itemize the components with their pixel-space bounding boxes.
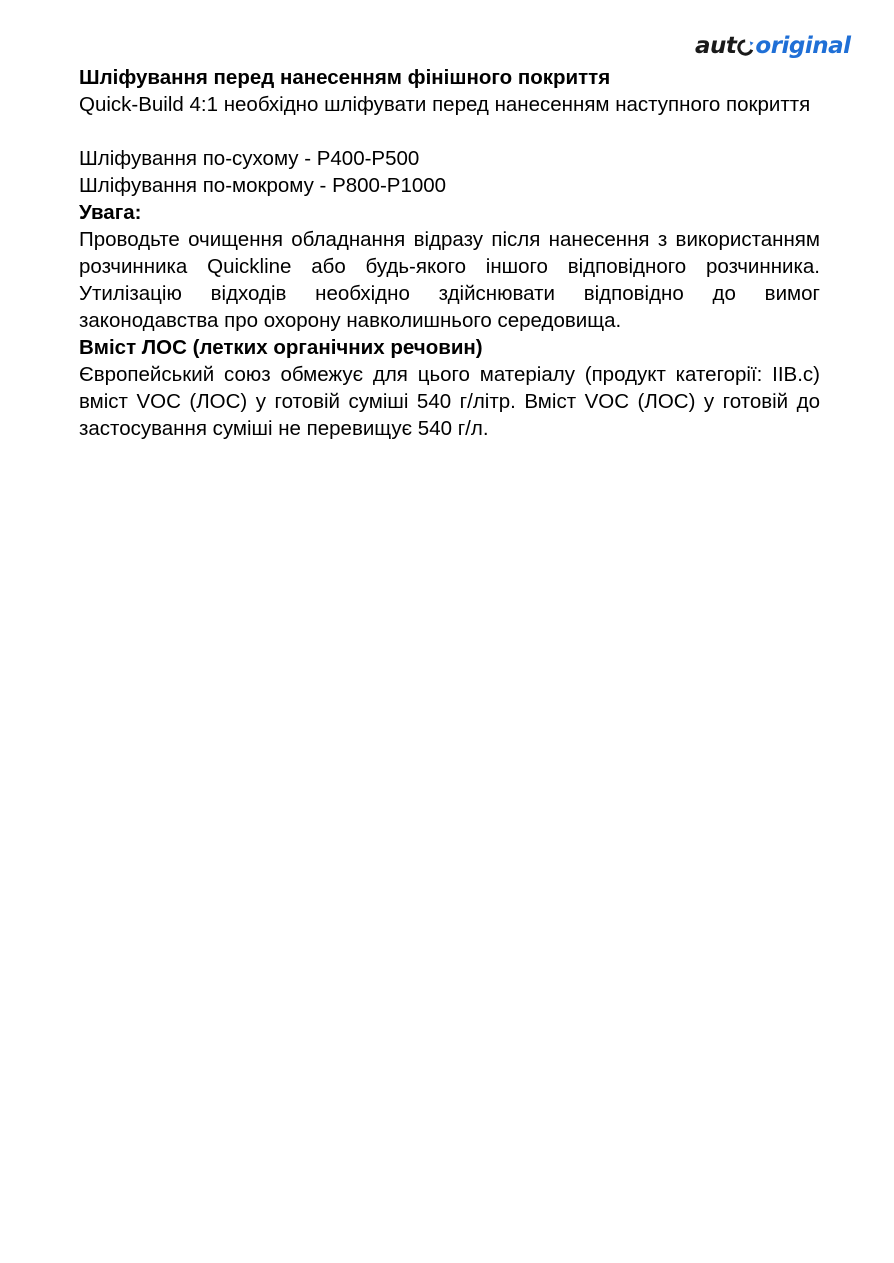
- sanding-heading: Шліфування перед нанесенням фінішного покриття: [79, 66, 611, 89]
- sanding-text: Quick-Build 4:1 необхідно шліфувати перед нанесенням наступного покриття: [79, 93, 811, 116]
- spacer: [79, 118, 820, 145]
- brand-logo: [695, 30, 851, 62]
- voc-text: Європейський союз обмежує для цього матеріалу (продукт категорії: IIB.c) вміст VOC (ЛОС) у готовій суміші 540 г/літр. Вміст VOC (ЛОС) у готовій до застосування суміші не перевищує 540 г/л.: [79, 363, 820, 440]
- voc-heading: Вміст ЛОС (летких органічних речовин): [79, 336, 483, 359]
- wet-sanding-text: Шліфування по-мокрому - P800-P1000: [79, 174, 447, 197]
- logo-text-auto: aut: [695, 33, 737, 59]
- document-body: [79, 64, 820, 442]
- circle-arrow-icon: [736, 38, 755, 57]
- dry-sanding-text: Шліфування по-сухому - P400-P500: [79, 147, 420, 170]
- logo-text-original: original: [755, 33, 851, 59]
- attention-text: Проводьте очищення обладнання відразу після нанесення з використанням розчинника Quickline або будь-якого іншого відповідного розчинника. Утилізацію відходів необхідно здійснювати відповідно до вимог законодавства про охорону навколишнього середовища.: [79, 228, 820, 332]
- attention-heading: Увага:: [79, 201, 142, 224]
